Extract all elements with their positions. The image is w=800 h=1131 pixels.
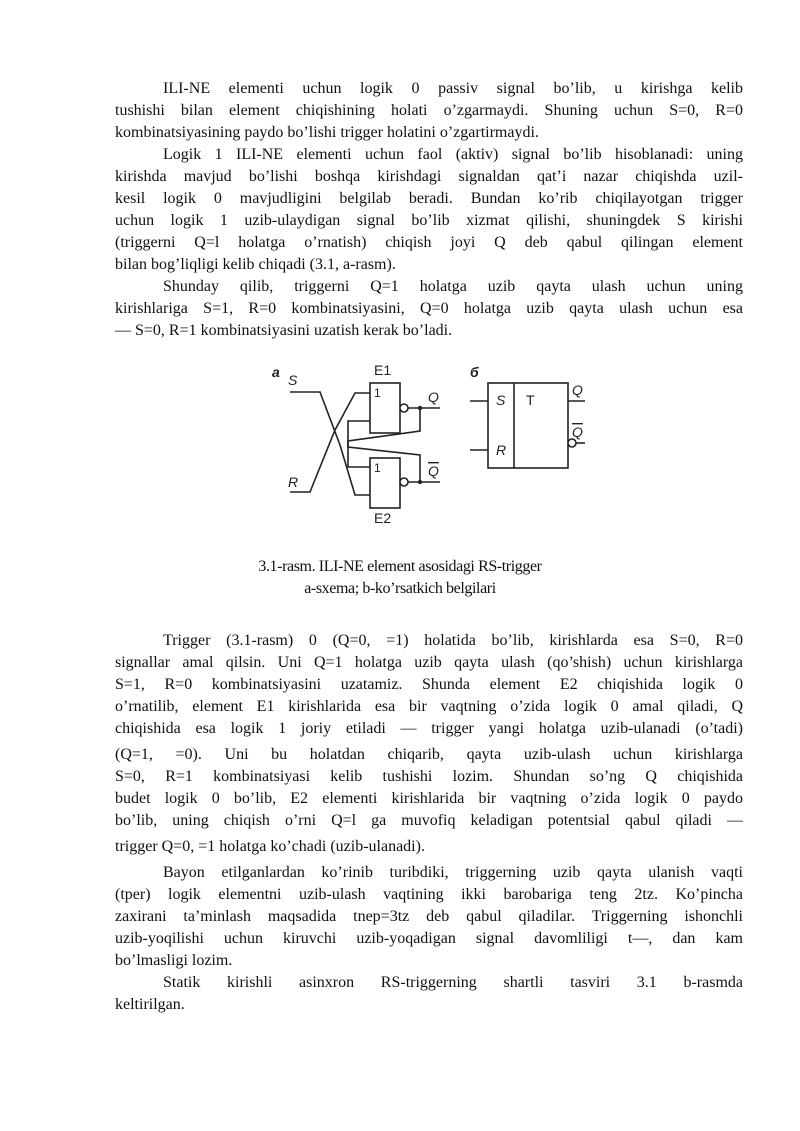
label-output-q: Q [428, 389, 439, 405]
block-label-qbar: Q [572, 424, 583, 440]
block-label-q: Q [572, 382, 583, 398]
p3-line-3: — S=0, R=1 kombinatsiyasini uzatish kerak bo’ladi. [115, 322, 453, 339]
e2-inversion-bubble [400, 478, 408, 486]
figure-caption-line-1: 3.1-rasm. ILI-NE element asosidagi RS-trigger [258, 558, 542, 575]
paragraph-3 [115, 276, 743, 342]
label-e1: E1 [374, 362, 392, 378]
p2-line-4: uchun logik 1 uzib-ulaydigan signal bo’lib xizmat qilishi, shuningdek S kirishi [115, 212, 743, 229]
wire-r [290, 393, 370, 492]
p5-line-3: zaxirani ta’minlash maqsadida tnep=3tz deb qabul qiladilar. Triggerning ishonchli [115, 908, 743, 925]
p2-line-3: kesil logik 0 mavjudligini belgilab beradi. Bundan ko’rib chiqilayotgan trigger [115, 190, 743, 207]
p4-line-9: bo’lib, uning chiqish o’rni Q=l ga muvofiq keladigan potentsial qabul qiladi — [115, 812, 743, 829]
p4-line-4: o’rnatilib, element E1 kirishlarida esa bir vaqtning o’zida logik 0 amal qiladi, Q [115, 698, 743, 715]
block-label-r: R [496, 442, 507, 458]
p4-line-2: signallar amal qilsin. Uni Q=1 holatga uzib qayta ulash (qo’shish) uchun kirishlarga [115, 654, 743, 671]
p4-line-1: Trigger (3.1-rasm) 0 (Q=0, =1) holatida bo’lib, kirishlarda esa S=0, R=0 [163, 632, 743, 649]
paragraph-5 [115, 862, 743, 972]
paragraph-2 [115, 144, 743, 276]
label-panel-b: б [470, 364, 479, 380]
label-input-r: R [288, 474, 299, 490]
p1-line-2: tushishi bilan element chiqishining holati o’zgarmaydi. Shuning uchun S=0, R=0 [115, 102, 743, 119]
e2-gate-value: 1 [374, 461, 381, 475]
p3-line-1: Shunday qilib, triggerni Q=1 holatga uzib qayta ulash uchun uning [163, 278, 743, 295]
p2-line-2: kirishda mavjud bo’lishi boshqa kirishdagi signaldan qat’i nazar chiqishda uzil- [115, 168, 743, 185]
rs-trigger-figure [260, 355, 600, 535]
block-label-s: S [496, 392, 506, 408]
paragraph-6 [115, 972, 743, 1016]
p1-line-1: ILI-NE elementi uchun logik 0 passiv signal bo’lib, u kirishga kelib [163, 80, 743, 97]
e1-inversion-bubble [400, 404, 408, 412]
label-panel-a: a [272, 364, 280, 380]
p2-line-1: Logik 1 ILI-NE elementi uchun faol (aktiv) signal bo’lib hisoblanadi: uning [163, 146, 743, 163]
p3-line-2: kirishlariga S=1, R=0 kombinatsiyasini, Q=0 holatga uzib qayta ulash uchun esa [115, 300, 743, 317]
label-output-qbar: Q [428, 463, 439, 479]
p1-line-3: kombinatsiyasining paydo bo’lishi trigger holatini o’zgartirmaydi. [115, 124, 539, 141]
p2-line-6: bilan bog’liqligi kelib chiqadi (3.1, a-rasm). [115, 256, 396, 273]
e1-gate-value: 1 [374, 386, 381, 400]
p4-line-5: chiqishida esa logik 1 joriy etiladi — trigger yangi holatga uzib-ulanadi (o’tadi) [115, 720, 743, 737]
block-label-t: T [526, 392, 535, 408]
p5-line-1: Bayon etilganlardan ko’rinib turibdiki, triggerning uzib qayta ulanish vaqti [163, 864, 743, 881]
p4-line-8: budet logik 0 bo’lib, E2 elementi kirishlarida bir vaqtning o’zida logik 0 paydo [115, 790, 743, 807]
p6-line-1: Statik kirishli asinxron RS-triggerning shartli tasviri 3.1 b-rasmda [163, 974, 743, 991]
p4-line-7: S=0, R=1 kombinatsiyasi kelib tushishi lozim. Shundan so’ng Q chiqishida [115, 768, 743, 785]
paragraph-4 [115, 630, 743, 858]
p5-line-5: bo’lmasligi lozim. [115, 952, 233, 969]
p4-line-6: (Q=1, =0). Uni bu holatdan chiqarib, qayta uzib-ulash uchun kirishlarga [115, 746, 743, 763]
p5-line-2: (tper) logik elementni uzib-ulash vaqtining ikki barobariga teng 2tz. Ko’pincha [115, 886, 743, 903]
paragraph-1 [115, 78, 743, 144]
p4-line-10: trigger Q=0, =1 holatga ko’chadi (uzib-ulanadi). [115, 838, 425, 855]
figure-caption-line-2: a-sxema; b-ko’rsatkich belgilari [304, 580, 496, 597]
p2-line-5: (triggerni Q=l holatga o’rnatish) chiqish joyi Q deb qabul qilingan element [115, 234, 743, 251]
p5-line-4: uzib-yoqilishi uchun kiruvchi uzib-yoqadigan signal davomliligi t—, dan kam [115, 930, 743, 947]
label-input-s: S [288, 372, 298, 388]
p4-line-3: S=1, R=0 kombinatsiyasini uzatamiz. Shunda element E2 chiqishida logik 0 [115, 676, 743, 693]
p6-line-2: keltirilgan. [115, 996, 185, 1013]
label-e2: E2 [374, 510, 392, 526]
